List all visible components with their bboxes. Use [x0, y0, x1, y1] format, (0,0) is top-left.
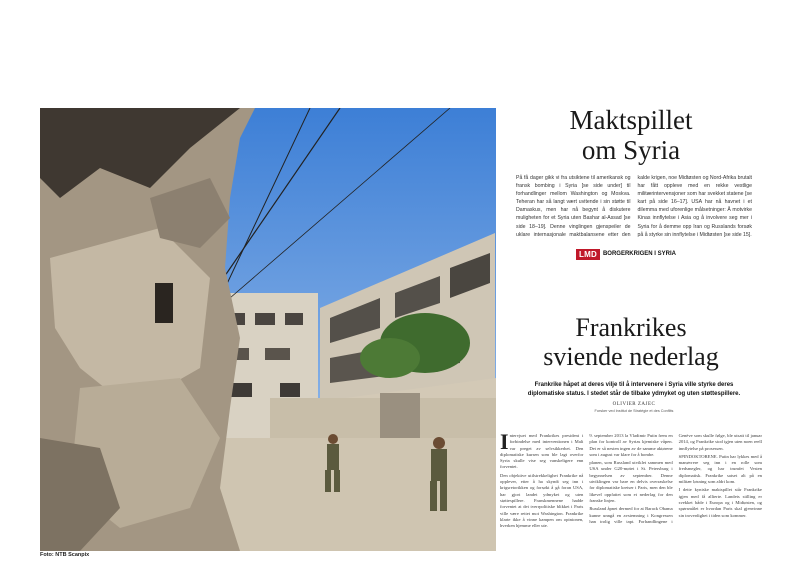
body-paragraph: I dette kyniske maktspillet står Frankrike igjen med få allierte. Landets stilling er svekket både i Europa og i Midtøsten, og spørsmålet er hvordan Paris skal gjenvinne sin troverdighet i tiden som kommer.: [678, 487, 762, 518]
section-title: BORGERKRIGEN I SYRIA: [602, 251, 676, 257]
body-paragraph: SPINDOKTORENE. Putin har lykkes med å manøvrere seg inn i en rolle som fredsmegler, og har trumfet Vesten diplomatisk. Frankrike satset alt på en militær løsning som aldri kom.: [678, 453, 762, 485]
body-paragraph: Den objektive utilstrekkelighet Frankrike nå opplever, etter å ha skyndt seg inn i krigsretorikken og forsøkt å gå foran USA, har gjort landet ydmyket og uten støttespillere. Franskmennene hadde forventet at det tverrpolitiske blikket i Paris ville være rettet mot Washington. Frankrike klarte ikke å vinne kampen om opinionen, hverken hjemme eller ute.: [500, 472, 584, 529]
body-paragraph: planen, som Russland utviklet sammen med USA under G20-møtet i St. Petersburg i begynnelsen av september. Denne utviklingen var bare en delvis overraskelse for diplomatiske kretser i Paris, men den ble likevel oppfattet som et nederlag for den franske linjen.: [589, 460, 673, 503]
article2-headline: Frankrikes sviende nederlag: [543, 313, 719, 371]
drop-cap: I: [500, 433, 509, 454]
article2-affiliation: Forsker ved Institut de Stratégie et des Conflits: [594, 409, 674, 413]
body-paragraph: Russland åpnet dermed for at Barack Obama kunne unngå en avstemning i Kongressen han trolig ville tapt. Forhandlingene i Genève som skulle følge, ble utsatt til januar 2014, og Frankrike stod igjen uten noen reell innflytelse på prosessen.: [589, 433, 762, 524]
article1-intro: På få dager gikk vi fra utsiktene til amerikansk og fransk bombing i Syria [se side under] til forhandlinger mellom Washington og Moskva. Teheran har så langt vært uvitende i sin støtte til Damaskus, men har nå begynt å diskutere muligheten for et Syria uten Bashar al-Assad [se side 18–19]. Denne vinglingen gjenspeiler de uklare internasjonale maktbalansene etter den kalde krigen, noe Midtøsten og Nord-Afrika brutalt har fått oppleve med en rekke vestlige militærintervensjoner som har svekket statene [se kart på side 16–17]. USA har nå havnet i et dilemma med uforenlige målsetninger: Å motvirke Kinas innflytelse i Asia og å involvere seg mer i Syria for å demme opp Iran og Russlands forsøk på å styrke sin innflytelse i Midtøsten [se side 15].: [516, 175, 752, 238]
body-paragraph: 9. september 2013 la Vladimir Putin frem en plan for kontroll av Syrias kjemiske våpen. Det er så nesten ingen av de samme aktørene som i august var klare for å bombe.: [589, 433, 673, 457]
article1-headline: Maktspillet om Syria: [569, 105, 693, 165]
article2-byline: OLIVIER ZAJEC: [612, 402, 656, 407]
article2-body: [500, 433, 762, 553]
body-paragraph: Intervjuet med Frankrikes president i forbindelse med interventionen i Mali var preget av selvsikkerhet. Den diplomatiske kursen som ble lagt overfor Syria skulle vise seg vanskeligere enn forventet.: [500, 433, 584, 470]
hero-photo: [40, 108, 496, 551]
photo-credit: Foto: NTB Scanpix: [40, 552, 90, 558]
section-label: [576, 247, 676, 261]
article2-lead: Frankrike håpet at deres vilje til å intervenere i Syria ville styrke deres diplomatiske status. I stedet står de tilbake ydmyket og uten støttespillere.: [527, 382, 741, 397]
lmd-logo: LMD: [576, 249, 600, 260]
